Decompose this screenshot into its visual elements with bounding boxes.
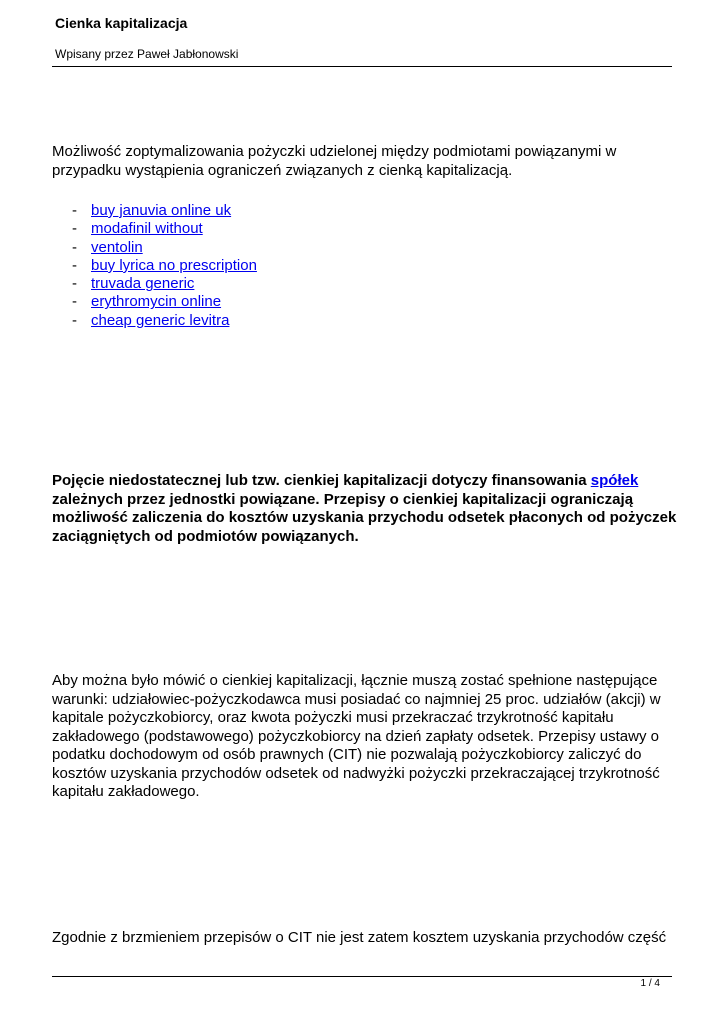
list-dash: - (72, 311, 77, 329)
link-buy-lyrica[interactable]: buy lyrica no prescription (91, 256, 257, 274)
header-divider (52, 66, 672, 67)
list-item (72, 239, 257, 257)
conditions-paragraph: Aby można było mówić o cienkiej kapitalizacji, łącznie muszą zostać spełnione następujące warunki: udziałowiec-pożyczkodawca musi posiadać co najmniej 25 proc. udziałów (akcji) w kapitale pożyczkobiorcy, oraz kwota pożyczki musi przekraczać trzykrotność kapitału zakładowego (podstawowego) pożyczkobiorcy na dzień zapłaty odsetek. Przepisy ustawy o podatku dochodowym od osób prawnych (CIT) nie pozwalają pożyczkobiorcy zaliczyć do kosztów uzyskania przychodów odsetek od nadwyżki pożyczki przekraczającej trzykrotność kapitału zakładowego. (52, 672, 661, 800)
page-number: 1 / 4 (640, 978, 660, 989)
list-item (72, 202, 257, 220)
list-item (72, 312, 257, 330)
page-title: Cienka kapitalizacja (55, 15, 188, 31)
list-dash: - (72, 293, 77, 311)
link-ventolin[interactable]: ventolin (91, 238, 143, 256)
link-spolek[interactable]: spółek (590, 472, 639, 489)
list-item (72, 220, 257, 238)
bold-text-end: zależnych przez jednostki powiązane. Przepisy o cienkiej kapitalizacji ograniczają możliwość zaliczenia do kosztów uzyskania przychodu odsetek płaconych od pożyczek zaciągniętych od podmiotów powiązanych. (52, 490, 677, 545)
bold-paragraph (52, 472, 680, 546)
list-dash: - (72, 220, 77, 238)
list-item (72, 293, 257, 311)
list-dash: - (72, 238, 77, 256)
link-erythromycin[interactable]: erythromycin online (91, 293, 222, 311)
list-item (72, 275, 257, 293)
author-line: Wpisany przez Paweł Jabłonowski (55, 47, 239, 61)
intro-paragraph: Możliwość zoptymalizowania pożyczki udzielonej między podmiotami powiązanymi w przypadku wystąpienia ograniczeń związanych z cienką kapitalizacją. (52, 143, 617, 179)
list-dash: - (72, 202, 77, 219)
link-list (72, 202, 257, 330)
footer-divider (52, 976, 672, 977)
list-dash: - (72, 256, 77, 274)
link-buy-januvia[interactable]: buy januvia online uk (91, 202, 232, 219)
link-modafinil[interactable]: modafinil without (91, 220, 203, 238)
link-truvada[interactable]: truvada generic (91, 275, 195, 293)
link-cheap-levitra[interactable]: cheap generic levitra (91, 311, 230, 329)
list-dash: - (72, 275, 77, 293)
bold-text-start: Pojęcie niedostatecznej lub tzw. cienkiej kapitalizacji dotyczy finansowania (52, 472, 591, 489)
closing-paragraph: Zgodnie z brzmieniem przepisów o CIT nie jest zatem kosztem uzyskania przychodów część (52, 929, 667, 946)
list-item (72, 257, 257, 275)
